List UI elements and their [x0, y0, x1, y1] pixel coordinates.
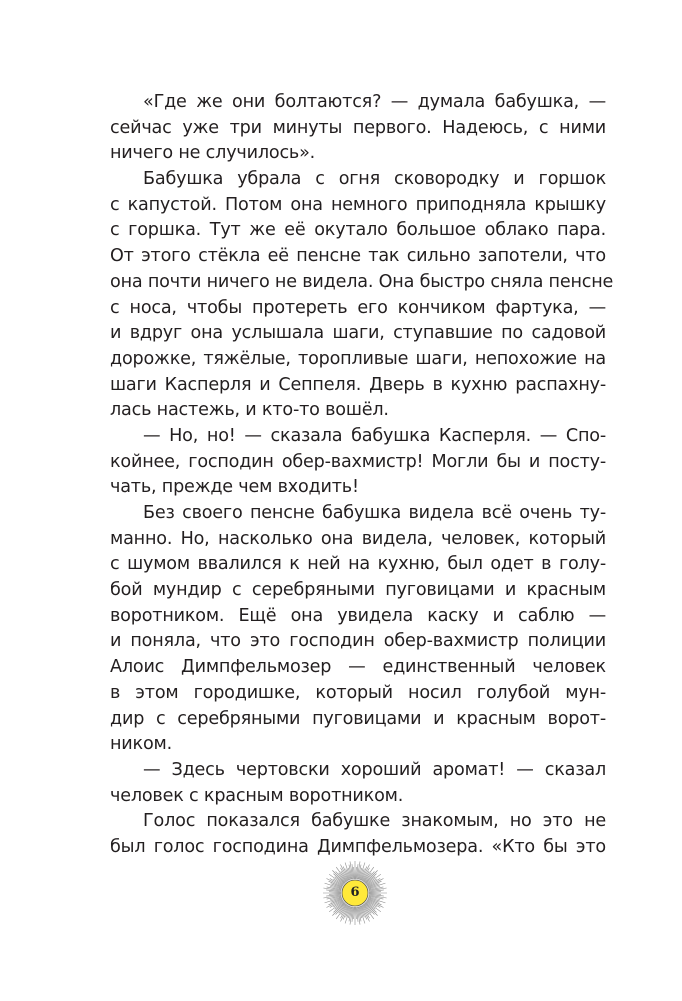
text-line: был голос господина Димпфельмозера. «Кто бы это	[110, 836, 606, 857]
text-line: с носа, чтобы протереть его кончиком фартука, —	[110, 297, 606, 318]
text-line: — Но, но! — сказала бабушка Касперля. — Спо-	[143, 425, 606, 446]
text-line: Алоис Димпфельмозер — единственный человек	[110, 657, 606, 678]
text-line: Бабушка убрала с огня сковородку и горшок	[143, 169, 606, 190]
text-line: она почти ничего не видела. Она быстро сняла пенсне	[110, 271, 614, 292]
text-line: с шумом ввалился к ней на кухню, был одет в голу-	[110, 554, 606, 575]
text-line: воротником. Ещё она увидела каску и саблю —	[110, 605, 606, 626]
text-line: койнее, господин обер-вахмистр! Могли бы и посту-	[110, 451, 606, 472]
book-text	[110, 90, 614, 861]
text-line: От этого стёкла её пенсне так сильно запотели, что	[110, 246, 606, 267]
text-line: лась настежь, и кто-то вошёл.	[110, 400, 389, 421]
text-line: в этом городишке, который носил голубой мун-	[110, 682, 606, 703]
text-line: человек с красным воротником.	[110, 785, 404, 806]
text-line: и вдруг она услышала шаги, ступавшие по садовой	[110, 323, 606, 344]
text-line: Голос показался бабушке знакомым, но это не	[143, 811, 606, 832]
text-line: сейчас уже три минуты первого. Надеюсь, с ними	[110, 117, 606, 138]
text-line: манно. Но, насколько она видела, человек, который	[110, 528, 606, 549]
text-line: шаги Касперля и Сеппеля. Дверь в кухню распахну-	[110, 374, 606, 395]
text-line: Без своего пенсне бабушка видела всё очень ту-	[143, 503, 606, 523]
page-number: 6	[350, 885, 360, 900]
text-line: «Где же они болтаются? — думала бабушка, —	[143, 92, 606, 112]
text-line: чать, прежде чем входить!	[110, 477, 359, 498]
text-line: дир с серебряными пуговицами и красным ворот-	[110, 708, 606, 729]
page-number-badge	[322, 860, 388, 926]
text-line: — Здесь чертовски хороший аромат! — сказал	[143, 759, 606, 780]
text-line: бой мундир с серебряными пуговицами и красным	[110, 580, 606, 601]
text-line: и поняла, что это господин обер-вахмистр полиции	[110, 631, 606, 652]
text-line: с капустой. Потом она немного приподняла крышку	[110, 194, 606, 215]
text-line: с горшка. Тут же её окутало большое облако пара.	[110, 220, 606, 241]
text-line: ничего не случилось».	[110, 143, 316, 164]
text-line: ником.	[110, 734, 172, 755]
text-line: дорожке, тяжёлые, торопливые шаги, непохожие на	[110, 348, 606, 369]
